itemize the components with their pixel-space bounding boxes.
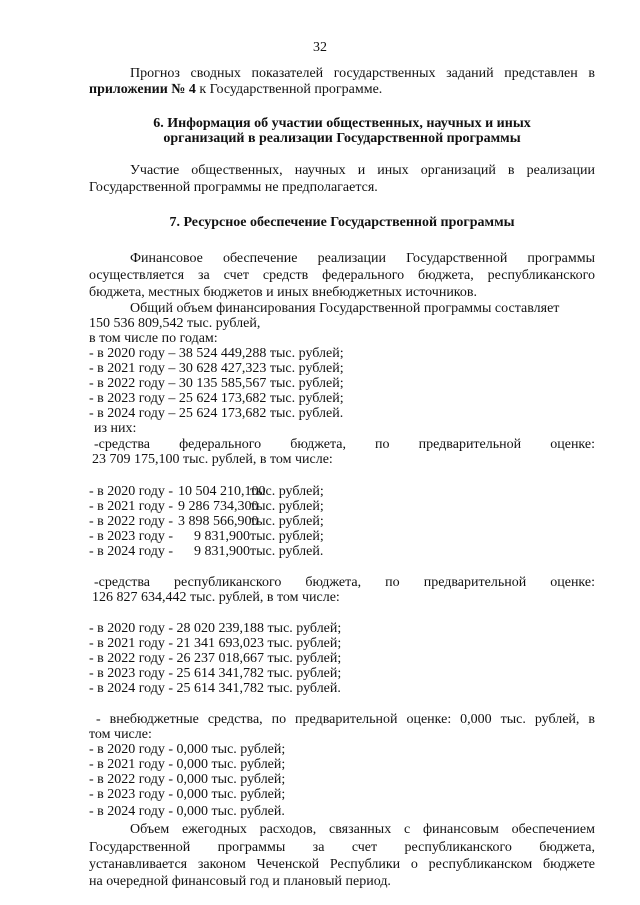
section-7-p1-line-1: Финансовое обеспечение реализации Государственной программы [130, 251, 595, 266]
federal-year-unit: тыс. рублей; [250, 499, 324, 514]
page-number: 32 [313, 40, 327, 55]
republic-year-2021: - в 2021 году - 21 341 693,023 тыс. рублей; [89, 636, 342, 651]
total-year-2021: - в 2021 году – 30 628 427,323 тыс. рублей; [89, 361, 344, 376]
federal-year-label: - в 2024 году - [89, 544, 174, 559]
final-paragraph-line-4: на очередной финансовый год и плановый период. [89, 874, 391, 889]
federal-year-amount: 9 831,900 [194, 529, 250, 544]
federal-year-label: - в 2022 году - [89, 514, 174, 529]
federal-year-unit: тыс. рублей. [250, 544, 324, 559]
by-years-label: в том числе по годам: [89, 331, 218, 346]
federal-year-unit: тыс. рублей; [250, 514, 324, 529]
final-paragraph-line-1: Объем ежегодных расходов, связанных с финансовым обеспечением [130, 822, 595, 837]
federal-year-amount: 9 286 734,300 [178, 499, 259, 514]
intro-line-2-rest: к Государственной программе. [195, 82, 383, 97]
appendix-reference: приложении № 4 [89, 82, 196, 97]
republic-year-2020: - в 2020 году - 28 020 239,188 тыс. рублей; [89, 621, 342, 636]
section-7-p1-line-2: осуществляется за счет средств федерального бюджета, республиканского [89, 268, 595, 283]
offbudget-year-2024: - в 2024 году - 0,000 тыс. рублей. [89, 804, 285, 819]
total-funding-line-1: Общий объем финансирования Государственной программы составляет [130, 301, 560, 316]
section-6-text-line-2: Государственной программы не предполагается. [89, 180, 378, 195]
federal-year-label: - в 2023 году - [89, 529, 174, 544]
federal-year-2023 [89, 529, 595, 544]
offbudget-year-2023: - в 2023 году - 0,000 тыс. рублей; [89, 787, 286, 802]
federal-year-2020 [89, 484, 595, 499]
federal-year-2024 [89, 544, 595, 559]
federal-year-amount: 9 831,900 [194, 544, 250, 559]
federal-year-2021 [89, 499, 595, 514]
republic-year-2023: - в 2023 году - 25 614 341,782 тыс. рублей; [89, 666, 342, 681]
republic-year-2022: - в 2022 году - 26 237 018,667 тыс. рублей; [89, 651, 342, 666]
section-6-text-line-1: Участие общественных, научных и иных организаций в реализации [130, 163, 595, 178]
intro-line-1: Прогноз сводных показателей государственных заданий представлен в [130, 66, 595, 81]
total-year-2022: - в 2022 году – 30 135 585,567 тыс. рублей; [89, 376, 344, 391]
federal-year-unit: тыс. рублей; [250, 484, 324, 499]
offbudget-year-2022: - в 2022 году - 0,000 тыс. рублей; [89, 772, 286, 787]
total-year-2024: - в 2024 году – 25 624 173,682 тыс. рублей. [89, 406, 344, 421]
federal-year-amount: 3 898 566,900 [178, 514, 259, 529]
offbudget-line-2: том числе: [89, 727, 152, 742]
final-paragraph-line-2: Государственной программы за счет республиканского бюджета, [89, 840, 595, 855]
federal-year-label: - в 2021 году - [89, 499, 174, 514]
federal-budget-line-2: 23 709 175,100 тыс. рублей, в том числе: [92, 452, 333, 467]
federal-year-unit: тыс. рублей; [250, 529, 324, 544]
total-funding-line-2: 150 536 809,542 тыс. рублей, [89, 316, 261, 331]
total-year-2020: - в 2020 году – 38 524 449,288 тыс. рублей; [89, 346, 344, 361]
section-7-p1-line-3: бюджета, местных бюджетов и иных внебюджетных источников. [89, 285, 478, 300]
republic-budget-line-2: 126 827 634,442 тыс. рублей, в том числе: [92, 590, 340, 605]
final-paragraph-line-3: устанавливается законом Чеченской Республики о республиканском бюджете [89, 857, 595, 872]
section-6-heading-line-1: 6. Информация об участии общественных, научных и иных [153, 116, 531, 131]
section-7-heading: 7. Ресурсное обеспечение Государственной программы [169, 215, 515, 230]
offbudget-year-2020: - в 2020 году - 0,000 тыс. рублей; [89, 742, 286, 757]
federal-year-amount: 10 504 210,100 [178, 484, 266, 499]
of-them-label: из них: [94, 421, 137, 436]
section-6-heading-line-2: организаций в реализации Государственной программы [163, 131, 521, 146]
federal-year-2022 [89, 514, 595, 529]
republic-budget-line-1: -средства республиканского бюджета, по предварительной оценке: [94, 575, 595, 590]
federal-year-label: - в 2020 году - [89, 484, 174, 499]
offbudget-line-1: - внебюджетные средства, по предварительной оценке: 0,000 тыс. рублей, в [96, 712, 595, 727]
federal-budget-line-1: -средства федерального бюджета, по предварительной оценке: [94, 437, 595, 452]
republic-year-2024: - в 2024 году - 25 614 341,782 тыс. рублей. [89, 681, 341, 696]
total-year-2023: - в 2023 году – 25 624 173,682 тыс. рублей; [89, 391, 344, 406]
intro-line-2 [89, 82, 595, 97]
offbudget-year-2021: - в 2021 году - 0,000 тыс. рублей; [89, 757, 286, 772]
